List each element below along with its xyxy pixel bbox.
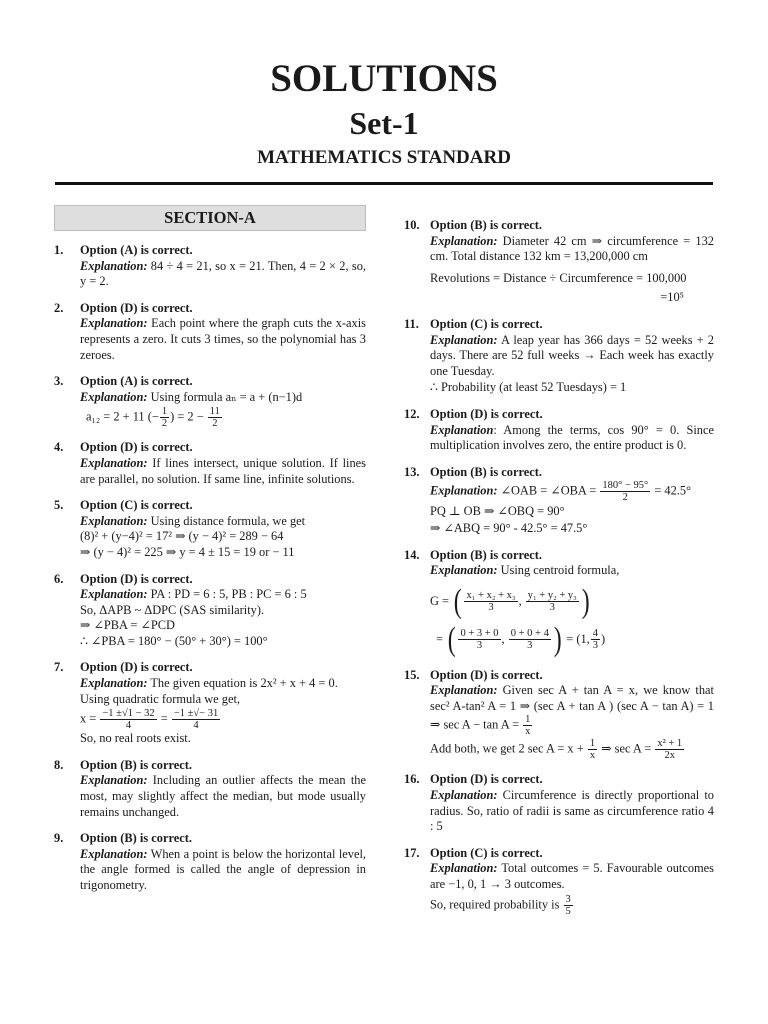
option-line: Option (A) is correct. (80, 243, 193, 257)
option-line: Option (B) is correct. (430, 547, 542, 562)
subject-title: MATHEMATICS STANDARD (257, 147, 511, 168)
solution-item (54, 498, 366, 560)
solution-item (54, 660, 366, 746)
fraction-denominator: 5 (565, 905, 571, 917)
explanation-text: A leap year has 366 days = 52 weeks + 2 days. There are 52 full weeks → Each week has exactly one Tuesday. (430, 332, 714, 378)
math-text: x = (80, 711, 97, 726)
question-number: 6. (54, 571, 64, 586)
explanation (430, 234, 714, 265)
explanation-label: Explanation: (80, 676, 148, 691)
explanation-text: Given sec A + tan A = x, we know that sec² A-tan² A = 1 ⇒ (sec A + tan A ) (sec A − tan A) = 1 ⇒ sec A − tan A = (430, 683, 714, 732)
fraction-denominator: 2 (622, 492, 628, 504)
right-paren: ) (553, 620, 562, 658)
explanation-label: Explanation: (80, 316, 148, 331)
explanation (430, 683, 714, 737)
explanation-text: When a point is below the horizontal level, the angle formed is called the angle of depression in trigonometry. (80, 846, 366, 892)
explanation (430, 480, 714, 503)
explanation-label: Explanation: (80, 455, 148, 470)
math-text: = (160, 711, 168, 726)
fraction (208, 406, 222, 429)
explanation-label: Explanation: (80, 587, 148, 602)
math-line: ⇒ (y − 4)² = 225 ⇒ y = 4 ± 15 = 19 or − 11 (80, 544, 295, 559)
fraction-denominator: x (589, 750, 596, 762)
math-line: (8)² + (y−4)² = 17² ⇒ (y − 4)² = 289 − 64 (80, 529, 284, 544)
option-line: Option (C) is correct. (430, 316, 543, 331)
fraction-numerator: y₁ + y₂ + y₃ (527, 590, 577, 602)
solution-item (404, 407, 714, 454)
fraction (655, 738, 684, 761)
explanation-label: Explanation: (80, 389, 148, 404)
question-number: 13. (404, 464, 420, 479)
question-number: 2. (54, 300, 64, 315)
explanation (80, 847, 366, 894)
explanation-text: ∠OAB = ∠OBA = (500, 483, 597, 498)
option-line: Option (D) is correct. (430, 772, 543, 787)
math-line: ∴ ∠PBA = 180° − (50° + 30°) = 100° (80, 633, 268, 648)
solution-item (404, 668, 714, 762)
math-text: ) = 2 − (170, 409, 204, 424)
left-paren: ( (453, 582, 462, 620)
option-line: Option (D) is correct. (80, 440, 193, 455)
math-line: Using quadratic formula we get, (80, 691, 240, 706)
solution-item (54, 831, 366, 893)
explanation (430, 788, 714, 835)
fraction-denominator: 2 (161, 418, 168, 430)
explanation (80, 316, 366, 363)
option-line: Option (D) is correct. (430, 406, 543, 421)
question-number: 3. (54, 374, 64, 389)
question-number: 10. (404, 218, 420, 232)
fraction-numerator: 0 + 0 + 4 (510, 628, 549, 640)
explanation-text: Including an outlier affects the mean the most, may slightly affect the median, but mode usually remains unchanged. (80, 773, 366, 819)
question-number: 14. (404, 547, 420, 562)
fraction (464, 590, 517, 613)
fraction-numerator: x² + 1 (657, 738, 683, 750)
question-number: 4. (54, 440, 64, 455)
option-line: Option (D) is correct. (80, 300, 193, 315)
math-line (80, 406, 366, 429)
solution-item (404, 548, 714, 657)
header-divider (55, 182, 713, 185)
question-number: 8. (54, 757, 64, 772)
fraction (526, 590, 579, 613)
explanation-text: Diameter 42 cm ⇒ circumference = 132 cm. Total distance 132 km = 13,200,000 cm (430, 233, 714, 264)
fraction-numerator: 1 (589, 738, 596, 750)
explanation-text: Using formula aₙ = a + (n−1)d (150, 389, 303, 404)
math-line (80, 708, 366, 731)
solution-item (404, 772, 714, 834)
question-number: 16. (404, 772, 420, 787)
option-line: Option (D) is correct. (430, 667, 543, 682)
fraction-numerator: −1 ±√1 − 32 (102, 708, 155, 720)
option-line: Option (D) is correct. (80, 571, 193, 586)
page-title: SOLUTIONS (270, 57, 498, 100)
fraction (600, 480, 650, 503)
left-column (54, 205, 366, 905)
fraction (172, 708, 220, 731)
solution-item (404, 846, 714, 917)
question-number: 1. (54, 243, 64, 257)
explanation (80, 773, 366, 820)
explanation (430, 333, 714, 380)
fraction-denominator: 3 (592, 640, 599, 652)
fraction-numerator: 0 + 3 + 0 (460, 628, 499, 640)
explanation-label: Explanation: (430, 861, 498, 876)
fraction-denominator: 3 (549, 602, 555, 614)
explanation (80, 390, 366, 406)
math-line: G = ( $\frac{\text{x₁ + x₂ + x₃}}{3}$ , $\frac{\text{y₁ + y₂ + y₃}}{3}$ ) (430, 582, 590, 620)
explanation (80, 676, 366, 692)
explanation-text: The given equation is 2x² + x + 4 = 0. (150, 676, 338, 691)
solution-item (54, 440, 366, 487)
math-line: So, ΔAPB ~ ΔDPC (SAS similarity). (80, 602, 265, 617)
fraction-denominator: 3 (527, 640, 533, 652)
explanation-label: Explanation: (430, 332, 498, 347)
math-text: = (436, 631, 443, 646)
math-line: Revolutions = Distance ÷ Circumference = 100,000 (430, 270, 687, 285)
explanation-text: Circumference is directly proportional to radius. So, ratio of radii is same as circumference ratio 4 : 5 (430, 788, 714, 834)
question-number: 11. (404, 316, 419, 331)
fraction-denominator: x (525, 726, 531, 738)
solution-item (54, 243, 366, 290)
explanation-text: 84 ÷ 4 = 21, so x = 21. Then, 4 = 2 × 2, so, y = 2. (80, 258, 366, 289)
fraction-numerator: −1 ±√− 31 (173, 708, 219, 720)
fraction (588, 738, 597, 761)
explanation-text: If lines intersect, unique solution. If lines are parallel, no solution. If same line, infinite solutions. (80, 455, 366, 486)
solution-item (404, 218, 714, 306)
math-line: PQ ⊥ OB ⇒ ∠OBQ = 90° (430, 504, 565, 519)
fraction-numerator: 1 (161, 406, 168, 418)
explanation-label: Explanation (430, 422, 494, 437)
fraction-denominator: 2 (212, 418, 218, 430)
fraction-numerator: 3 (565, 893, 571, 905)
fraction (100, 708, 156, 731)
math-line: ⇒ ∠PBA = ∠PCD (80, 618, 175, 633)
fraction-numerator: 1 (525, 714, 531, 726)
option-line: Option (B) is correct. (430, 218, 542, 232)
solution-item (404, 465, 714, 537)
fraction-denominator: 3 (476, 640, 483, 652)
explanation-text: : Among the terms, cos 90° = 0. Since multiplication involves zero, the entire product is 0. (430, 422, 714, 453)
solution-item (54, 572, 366, 650)
option-line: Option (D) is correct. (80, 660, 193, 675)
question-number: 7. (54, 660, 64, 675)
fraction (591, 628, 600, 651)
math-text: = (1, (566, 631, 590, 646)
option-line: Option (B) is correct. (430, 464, 542, 479)
explanation-label: Explanation: (80, 773, 148, 788)
math-text: ) (601, 631, 606, 646)
fraction-denominator: 3 (488, 602, 494, 614)
math-line: = ( $\frac{0 + 3 + 0}{3}$ , $\frac{0 + 0 + 4}{3}$ ) = (1, $\frac{4}{3}$ ) (436, 620, 606, 658)
explanation-text: Using distance formula, we get (150, 513, 306, 528)
option-line: Option (B) is correct. (80, 831, 192, 846)
fraction (523, 714, 532, 737)
math-line: ∴ Probability (at least 52 Tuesdays) = 1 (430, 380, 627, 395)
fraction (509, 628, 551, 651)
fraction-denominator: 4 (193, 720, 199, 732)
math-text: a₁₂ = 2 + 11 (− (86, 409, 159, 424)
explanation-label: Explanation: (80, 258, 148, 273)
question-number: 17. (404, 845, 420, 860)
fraction (458, 628, 500, 651)
math-line (430, 738, 714, 761)
fraction (564, 894, 573, 917)
fraction-numerator: 4 (592, 628, 599, 640)
question-number: 9. (54, 831, 64, 846)
explanation (80, 259, 366, 290)
math-line: ⇒ ∠ABQ = 90° - 42.5° = 47.5° (430, 520, 588, 535)
explanation-label: Explanation: (430, 788, 498, 803)
option-line: Option (C) is correct. (430, 845, 543, 860)
set-title: Set-1 (349, 105, 419, 141)
math-line (430, 894, 714, 917)
explanation-text: Using centroid formula, (500, 563, 620, 578)
section-heading: SECTION-A (54, 205, 366, 231)
question-number: 15. (404, 667, 420, 682)
explanation (80, 514, 366, 530)
explanation (80, 456, 366, 487)
explanation (430, 423, 714, 454)
fraction (160, 406, 169, 429)
option-line: Option (C) is correct. (80, 498, 193, 513)
explanation-text: Total outcomes = 5. Favourable outcomes are −1, 0, 1 → 3 outcomes. (430, 861, 714, 892)
math-line: =10⁵ (660, 290, 684, 305)
question-number: 12. (404, 406, 420, 421)
option-line: Option (B) is correct. (80, 757, 192, 772)
explanation-label: Explanation: (430, 683, 498, 698)
solution-item (404, 317, 714, 396)
math-text: = 42.5° (654, 483, 692, 498)
math-line: So, no real roots exist. (80, 731, 191, 746)
explanation-text: Each point where the graph cuts the x-axis represents a zero. It cuts 3 times, so the polynomial has 3 zeroes. (80, 316, 366, 362)
explanation (430, 563, 714, 579)
math-text: Add both, we get 2 sec A = x + (430, 741, 584, 756)
fraction-numerator: x₁ + x₂ + x₃ (466, 590, 516, 602)
explanation-label: Explanation: (430, 563, 498, 578)
solution-item (54, 301, 366, 363)
math-text: So, required probability is (430, 896, 560, 911)
solution-item (54, 758, 366, 820)
fraction-numerator: 11 (209, 406, 220, 418)
option-line: Option (A) is correct. (80, 374, 193, 389)
math-text: ⇒ sec A = (601, 741, 652, 756)
explanation (80, 587, 366, 603)
left-paren: ( (447, 620, 456, 658)
explanation-label: Explanation: (80, 513, 148, 528)
solution-item (54, 374, 366, 429)
fraction-denominator: 2x (664, 750, 676, 762)
explanation-label: Explanation: (430, 483, 498, 498)
question-number: 5. (54, 498, 64, 513)
explanation-label: Explanation: (430, 233, 498, 248)
explanation-label: Explanation: (80, 846, 148, 861)
explanation (430, 861, 714, 892)
explanation-text: PA : PD = 6 : 5, PB : PC = 6 : 5 (150, 587, 307, 602)
fraction-denominator: 4 (125, 720, 132, 732)
right-column (404, 218, 714, 928)
right-paren: ) (581, 582, 590, 620)
fraction-numerator: 180° − 95° (602, 480, 649, 492)
math-text: G = (430, 593, 450, 608)
